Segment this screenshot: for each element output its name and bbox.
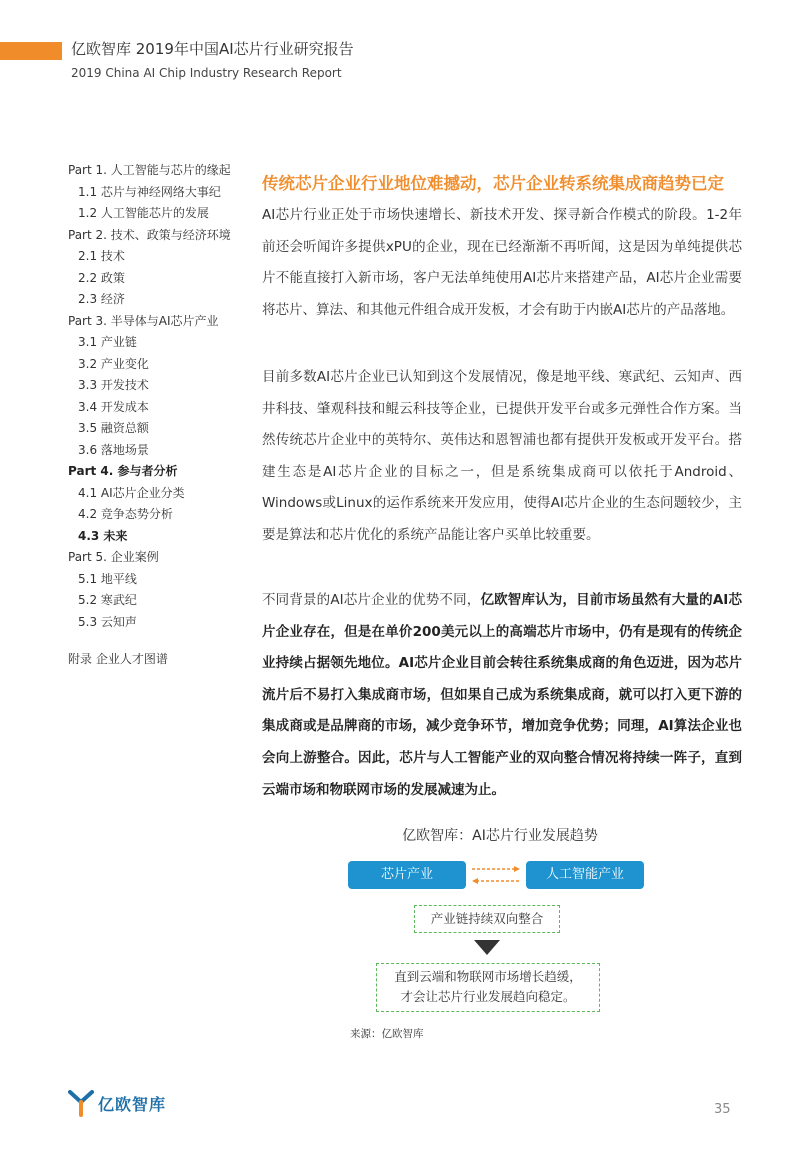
toc-part-link[interactable]: Part 3. 半导体与AI芯片产业 <box>68 313 219 328</box>
toc-part-link[interactable]: Part 2. 技术、政策与经济环境 <box>68 227 231 242</box>
toc-section-link[interactable]: 2.2 政策 <box>78 270 125 285</box>
toc-section-link[interactable]: 3.2 产业变化 <box>78 356 149 371</box>
toc-part-link[interactable]: Part 5. 企业案例 <box>68 550 159 564</box>
toc-list <box>68 160 258 633</box>
paragraph-1: AI芯片行业正处于市场快速增长、新技术开发、探寻新合作模式的阶段。1-2年前还会听闻许多提供xPU的企业，现在已经渐渐不再听闻，这是因为单纯提供芯片不能直接打入新市场，客户无法单纯使用AI芯片来搭建产品，AI芯片企业需要将芯片、算法、和其他元件组合成开发板，才会有助于内嵌AI芯片的产品落地。 <box>262 207 742 318</box>
paragraph-3-emphasis: 亿欧智库认为，目前市场虽然有大量的AI芯片企业存在，但是在单价200美元以上的高端芯片市场中，仍有是现有的传统企业持续占据领先地位。AI芯片企业目前会转往系统集成商的角色迈进，因为芯片流片后不易打入集成商市场，但如果自己成为系统集成商，就可以打入更下游的集成商或是品牌商的市场，减少竞争环节，增加竞争优势；同理，AI算法企业也会向上游整合。因此，芯片与人工智能产业的双向整合情况将持续一阵子，直到云端市场和物联网市场的发展减速为止。 <box>262 592 742 798</box>
down-arrow-icon <box>474 940 500 955</box>
toc-section-link[interactable]: 3.3 开发技术 <box>78 378 149 392</box>
logo-mark-icon <box>68 1089 94 1117</box>
report-subtitle: 2019 China AI Chip Industry Research Report <box>71 66 342 80</box>
conclusion-line-1: 直到云端和物联网市场增长趋缓， <box>394 969 582 984</box>
diagram-title: 亿欧智库：AI芯片行业发展趋势 <box>402 828 598 844</box>
toc-section-link[interactable]: 4.2 竞争态势分析 <box>78 507 173 521</box>
toc-section-link[interactable]: 2.1 技术 <box>78 249 125 263</box>
toc-section-link[interactable]: 4.1 AI芯片企业分类 <box>78 485 185 500</box>
toc-section-link[interactable]: 2.3 经济 <box>78 292 125 306</box>
conclusion-box <box>376 963 600 1012</box>
toc-appendix-link[interactable]: 附录 企业人才图谱 <box>68 652 168 666</box>
toc-section-link[interactable]: 5.2 寒武纪 <box>78 593 137 607</box>
bidirectional-arrows-icon <box>468 861 524 889</box>
toc-section-link[interactable]: 3.6 落地场景 <box>78 442 149 457</box>
table-of-contents <box>68 160 258 671</box>
paragraph-2: 目前多数AI芯片企业已认知到这个发展情况，像是地平线、寒武纪、云知声、西井科技、肇观科技和鲲云科技等企业，已提供开发平台或多元弹性合作方案。当然传统芯片企业中的英特尔、英伟达和恩智浦也都有提供开发板或开发平台。搭建生态是AI芯片企业的目标之一，但是系统集成商可以依托于Android、Windows或Linux的运作系统来开发应用，使得AI芯片企业的生态问题较少，主要是算法和芯片优化的系统产品能让客户买单比较重要。 <box>262 369 742 543</box>
section-title: 传统芯片企业行业地位难撼动，芯片企业转系统集成商趋势已定 <box>262 174 724 193</box>
toc-section-link[interactable]: 1.1 芯片与神经网络大事纪 <box>78 184 221 199</box>
ai-industry-node: 人工智能产业 <box>526 861 644 889</box>
trend-diagram <box>340 825 660 1050</box>
conclusion-line-2: 才会让芯片行业发展趋向稳定。 <box>400 989 576 1004</box>
chip-industry-node: 芯片产业 <box>348 861 466 889</box>
toc-part-link[interactable]: Part 4. 参与者分析 <box>68 464 178 478</box>
toc-section-link[interactable]: 3.5 融资总额 <box>78 421 149 435</box>
header-accent-bar <box>0 42 62 60</box>
toc-section-link[interactable]: 1.2 人工智能芯片的发展 <box>78 206 209 220</box>
integration-box: 产业链持续双向整合 <box>414 905 560 933</box>
page-number: 35 <box>714 1102 731 1117</box>
brand-logo <box>68 1088 166 1118</box>
diagram-source: 来源：亿欧智库 <box>350 1028 424 1040</box>
toc-section-link[interactable]: 4.3 未来 <box>78 528 128 543</box>
toc-section-link[interactable]: 3.1 产业链 <box>78 335 137 349</box>
toc-section-link[interactable]: 3.4 开发成本 <box>78 399 149 414</box>
toc-section-link[interactable]: 5.3 云知声 <box>78 614 137 629</box>
toc-section-link[interactable]: 5.1 地平线 <box>78 571 137 586</box>
report-title: 亿欧智库 2019年中国AI芯片行业研究报告 <box>71 40 354 58</box>
paragraph-3-lead: 不同背景的AI芯片企业的优势不同， <box>262 592 481 608</box>
logo-text: 亿欧智库 <box>98 1094 167 1114</box>
paragraph-3 <box>262 585 742 806</box>
toc-part-link[interactable]: Part 1. 人工智能与芯片的缘起 <box>68 163 231 177</box>
